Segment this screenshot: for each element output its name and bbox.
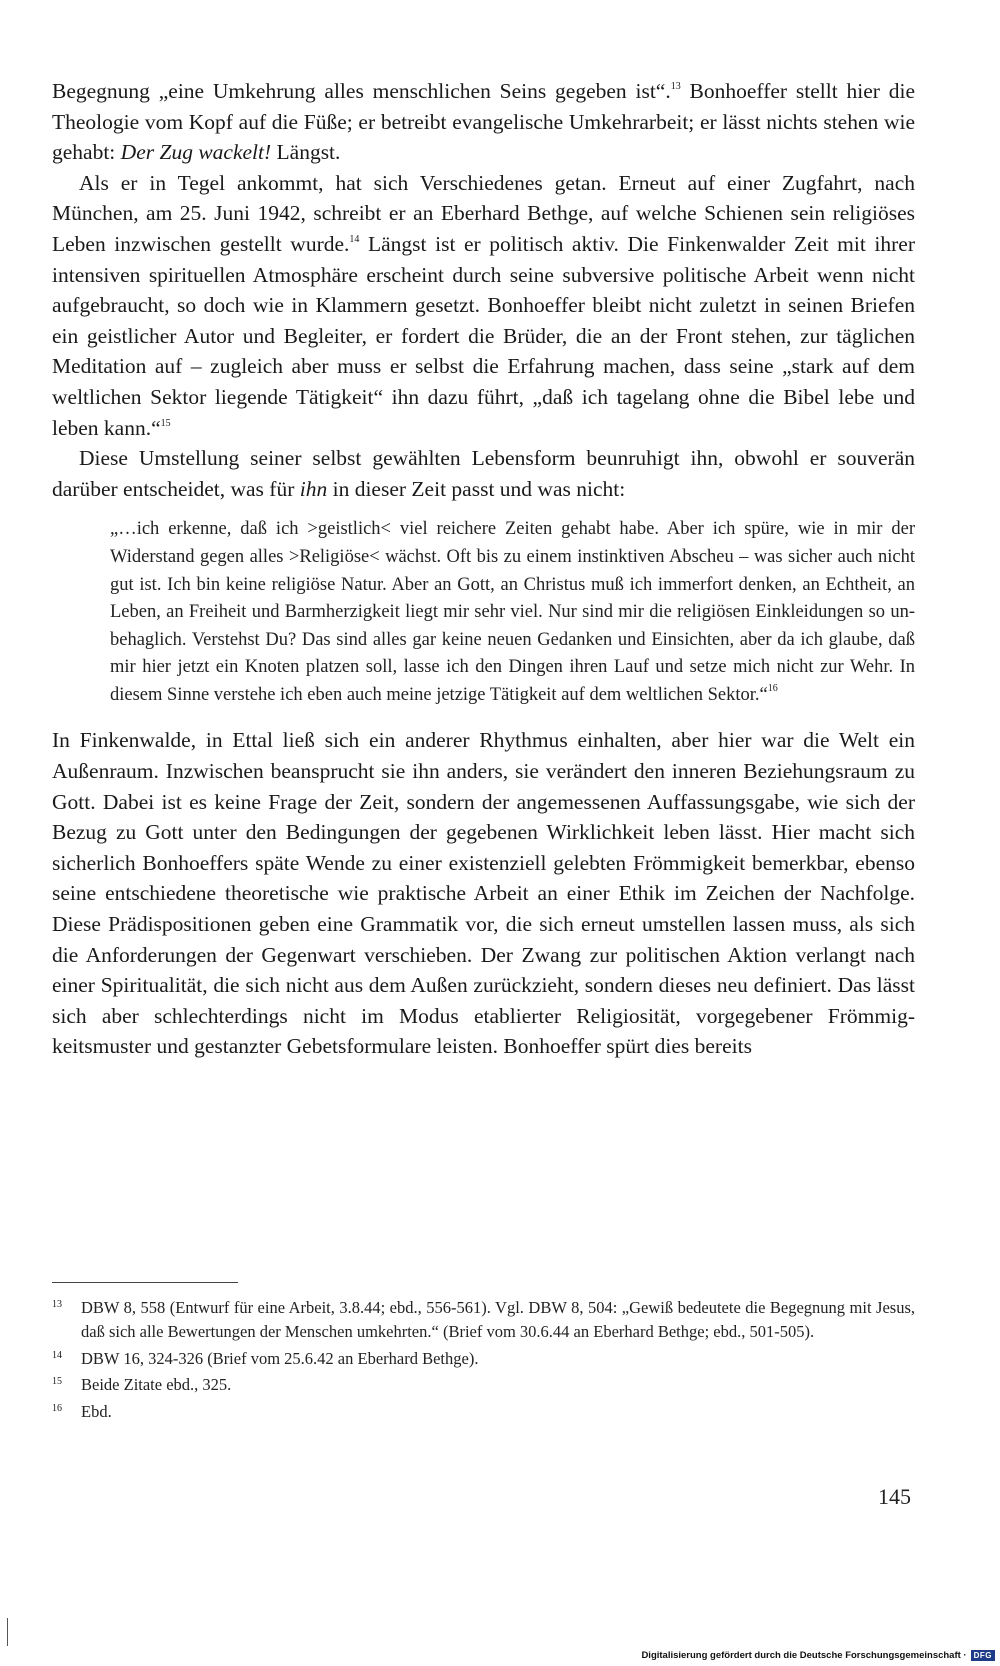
footnote-number: 15	[52, 1376, 62, 1388]
text-run: Diese Umstellung seiner selbst gewählten Lebensform beunruhigt ihn, obwohl er souverän darüber entscheidet, was für	[52, 446, 915, 501]
body-text-top	[52, 76, 915, 504]
text-run: Bonhoeffer stellt hier die Theologie vom Kopf auf die Füße; er betreibt evangelische Umkehrarbeit; er lässt nichts stehen wie gehabt:	[52, 79, 915, 165]
quote-text	[110, 516, 915, 709]
footnote-number: 14	[52, 1349, 62, 1361]
footnote-text: Ebd.	[81, 1402, 112, 1422]
footnote-number: 13	[52, 1299, 62, 1310]
footnote-ref: 16	[767, 682, 778, 694]
text-run: Als er in Tegel ankommt, hat sich Verschiedenes getan. Erneut auf einer Zugfahrt, nach München, am 25. Juni 1942, schreibt er an Eberhard Bethge, auf welche Schienen sein religiöses Leben inzwischen gestellt wurde.	[52, 170, 915, 256]
block-quote	[110, 516, 915, 709]
footnote	[52, 1347, 915, 1371]
page-number: 145	[878, 1484, 911, 1509]
scan-edge-mark	[7, 1618, 8, 1646]
text-run: In Finkenwalde, in Ettal ließ sich ein anderer Rhythmus einhalten, aber hier war die Welt ein Außenraum. Inzwischen beansprucht sie ihn anders, sie verändert den inneren Beziehungsraum zu Gott. Dabei ist es keine Frage der Zeit, sondern der angemessenen Auffassungsgabe, wie sich der Bezug zu Gott unter den Bedingungen der gegebenen Wirklichkeit leben lässt. Hier macht sich sicherlich Bonhoeffers späte Wende zu einer existenziell gelebten Frömmigkeit bemerkbar, ebenso seine entschiedene theoretische wie praktische Arbeit an einer Ethik im Zeichen der Nachfolge. Diese Prädispositionen geben eine Grammatik vor, die sich erneut umstellen lassen muss, als sich die Anforderungen der Gegenwart verschieben. Der Zwang zur politischen Aktion verlangt nach einer Spiritualität, die sich nicht aus dem Außen zurückzieht, sondern dieses neu definiert. Das lässt sich aber schlechterdings nicht im Modus etablierter Religiosität, vorgegebener Frömmigkeitsmuster und gestanzter Gebetsformulare leisten. Bonhoeffer spürt dies bereits	[52, 728, 915, 1059]
footnote-ref: 14	[349, 233, 360, 245]
footnote-number: 16	[52, 1403, 62, 1415]
dfg-logo-icon: DFG	[971, 1650, 995, 1661]
footnote	[52, 1400, 915, 1424]
text-run: Längst.	[271, 140, 341, 165]
footnote-divider	[52, 1282, 238, 1283]
text-run: „…ich erkenne, daß ich >geistlich< viel reichere Zeiten gehabt habe. Aber ich spüre, wie in mir der Widerstand gegen alles >Religiöse< wächst. Oft bis zu einem instinktiven Abscheu – was sicher auch nicht gut ist. Ich bin keine religiöse Natur. Aber an Gott, an Christus muß ich immerfort denken, an Echtheit, an Leben, an Freiheit und Barmherzigkeit liegt mir sehr viel. Nur sind mir die religiösen Einkleidungen so unbehaglich. Verstehst Du? Das sind alles gar keine neuen Gedanken und Einsichten, aber da ich glaube, daß mir hier jetzt ein Knoten platzen soll, lasse ich den Dingen ihren Lauf und setze mich nicht zur Wehr. In diesem Sinne verstehe ich eben auch meine jetzige Tätigkeit auf dem weltlichen Sektor.“	[110, 519, 915, 705]
emphasis: ihn	[299, 476, 328, 501]
footnote-text: DBW 16, 324-326 (Brief vom 25.6.42 an Eberhard Bethge).	[81, 1348, 479, 1368]
text-run: Begegnung „eine Umkehrung alles menschlichen Seins gegeben ist“.	[52, 79, 671, 103]
paragraph	[52, 76, 915, 168]
paragraph	[52, 168, 915, 443]
text-run: in dieser Zeit passt und was nicht:	[327, 476, 626, 501]
paragraph	[52, 443, 915, 504]
footnote-ref: 13	[670, 81, 681, 92]
footnote-ref: 15	[160, 417, 171, 429]
footnote-text: Beide Zitate ebd., 325.	[81, 1375, 232, 1395]
digitization-footer	[641, 1650, 995, 1661]
text-run: Längst ist er politisch aktiv. Die Finkenwalder Zeit mit ihrer intensiven spirituellen Atmosphäre erscheint durch seine subversive politische Arbeit wenn nicht aufgebraucht, so doch wie in Klammern gesetzt. Bonhoeffer bleibt nicht zuletzt in seinen Briefen ein geistlicher Autor und Begleiter, er fordert die Brüder, die an der Front stehen, zur täglichen Meditation auf – zugleich aber muss er selbst die Erfahrung machen, dass seine „stark auf dem weltlichen Sektor liegende Tätigkeit“ ihn dazu führt, „daß ich tagelang ohne die Bibel lebe und leben kann.“	[52, 231, 915, 440]
paragraph	[52, 725, 915, 1062]
body-text-bottom	[52, 725, 915, 1062]
footnotes	[52, 1296, 915, 1427]
footnote	[52, 1373, 915, 1397]
page-content	[52, 76, 915, 1062]
footnote	[52, 1296, 915, 1344]
emphasis: Der Zug wackelt!	[120, 140, 272, 165]
digitization-note: Digitalisierung gefördert durch die Deutsche Forschungsgemeinschaft ·	[641, 1650, 967, 1661]
footnote-text: DBW 8, 558 (Entwurf für eine Arbeit, 3.8.44; ebd., 556-561). Vgl. DBW 8, 504: „Gewiß bedeutete die Begegnung mit Jesus, daß sich alle Bewertungen der Menschen umkehrten.“ (Brief vom 30.6.44 an Eberhard Bethge; ebd., 501-505).	[81, 1298, 915, 1341]
